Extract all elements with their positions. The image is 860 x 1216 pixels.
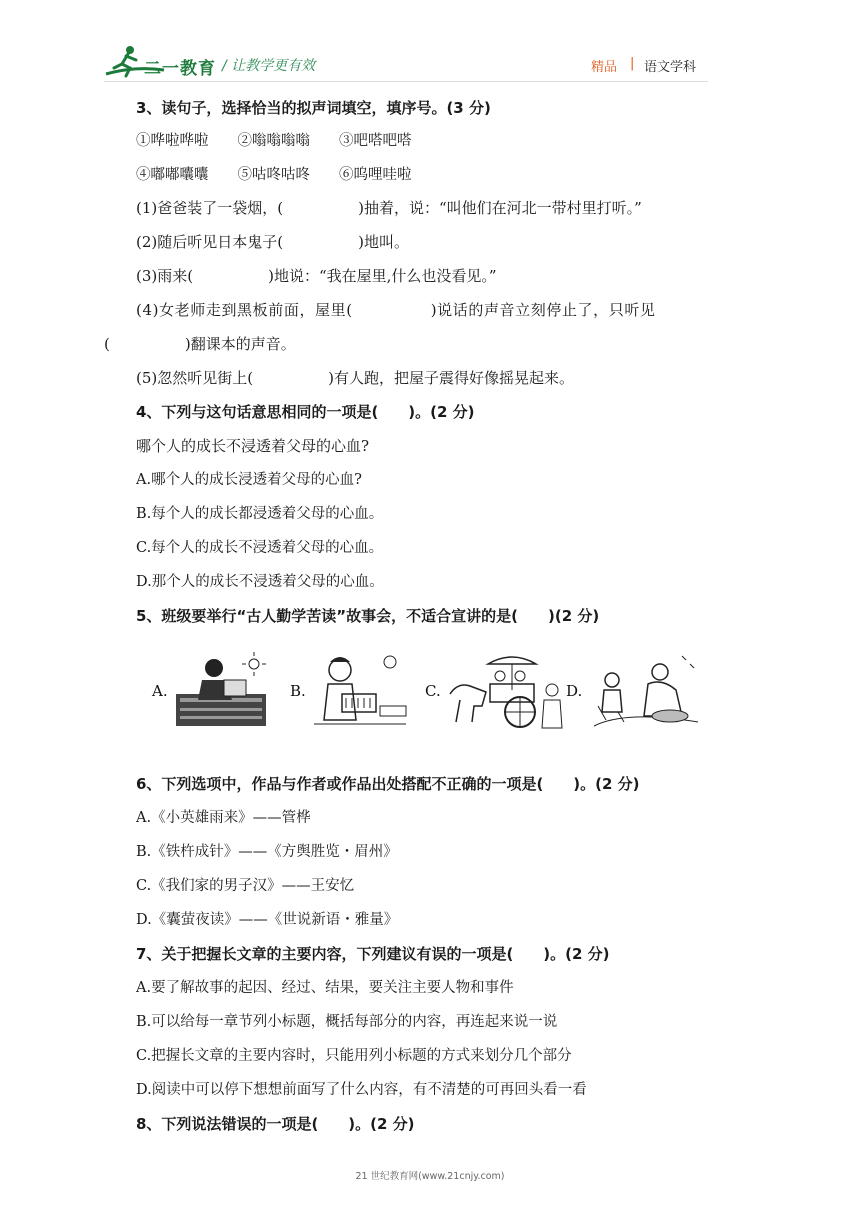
q6-option-a: A.《小英雄雨来》——管桦 xyxy=(136,810,311,826)
q3-sentence-4: (4)女老师走到黑板前面，屋里( )说话的声音立刻停止了，只听见 xyxy=(136,301,656,319)
q5-label-b: B. xyxy=(290,682,306,700)
q3-sentence-5: (5)忽然听见街上( )有人跑，把屋子震得好像摇晃起来。 xyxy=(136,369,574,387)
q5-illustrations xyxy=(150,650,710,734)
illustration-d-grinding-pestle-icon xyxy=(586,650,702,734)
q3-options-row-2: ④嘟嘟囔囔 ⑤咕咚咕咚 ⑥呜哩哇啦 xyxy=(136,167,412,183)
question-6-title: 6、下列选项中，作品与作者或作品出处搭配不正确的一项是( )。(2 分) xyxy=(136,775,640,793)
q4-option-a: A.哪个人的成长浸透着父母的心血? xyxy=(136,472,362,488)
q6-option-d: D.《囊萤夜读》——《世说新语・雅量》 xyxy=(136,912,399,928)
q3-sentence-2: (2)随后听见日本鬼子( )地叫。 xyxy=(136,233,409,251)
question-4-title: 4、下列与这句话意思相同的一项是( )。(2 分) xyxy=(136,403,475,421)
brand-name: 二一教育 xyxy=(144,59,216,79)
illustration-a-scholar-reading-icon xyxy=(174,650,270,730)
q4-stem: 哪个人的成长不浸透着父母的心血? xyxy=(136,437,370,455)
q4-option-c: C.每个人的成长不浸透着父母的心血。 xyxy=(136,540,384,556)
q5-label-d: D. xyxy=(566,682,583,700)
q5-label-a: A. xyxy=(152,682,168,700)
illustration-c-carriage-icon xyxy=(446,650,570,734)
question-3-title: 3、读句子，选择恰当的拟声词填空，填序号。(3 分) xyxy=(136,99,491,117)
q4-option-b: B.每个人的成长都浸透着父母的心血。 xyxy=(136,506,384,522)
q3-sentence-3: (3)雨来( )地说：“我在屋里,什么也没看见。” xyxy=(136,267,497,285)
q4-option-d: D.那个人的成长不浸透着父母的心血。 xyxy=(136,574,384,590)
q7-option-c: C.把握长文章的主要内容时，只能用列小标题的方式来划分几个部分 xyxy=(136,1048,572,1064)
brand-slogan: / 让教学更有效 xyxy=(222,58,316,74)
q3-sentence-1: (1)爸爸装了一袋烟，( )抽着，说：“叫他们在河北一带村里打听。” xyxy=(136,199,642,217)
q6-option-c: C.《我们家的男子汉》——王安忆 xyxy=(136,878,355,894)
q3-options-row-1: ①哗啦哗啦 ②嗡嗡嗡嗡 ③吧嗒吧嗒 xyxy=(136,133,412,149)
q7-option-d: D.阅读中可以停下想想前面写了什么内容，有不清楚的可再回头看一看 xyxy=(136,1082,587,1098)
header-separator: | xyxy=(630,56,635,71)
subject-label: 语文学科 xyxy=(644,60,697,75)
header-divider xyxy=(104,81,708,82)
question-8-title: 8、下列说法错误的一项是( )。(2 分) xyxy=(136,1115,415,1133)
question-7-title: 7、关于把握长文章的主要内容，下列建议有误的一项是( )。(2 分) xyxy=(136,945,610,963)
quality-badge: 精品 xyxy=(591,60,618,75)
q3-sentence-4-continued: ( )翻课本的声音。 xyxy=(104,335,296,353)
q7-option-b: B.可以给每一章节列小标题，概括每部分的内容，再连起来说一说 xyxy=(136,1014,558,1030)
q5-label-c: C. xyxy=(425,682,441,700)
illustration-b-girl-with-scroll-icon xyxy=(310,650,410,730)
page-header xyxy=(0,0,860,90)
page-footer: 21 世纪教育网(www.21cnjy.com) xyxy=(355,1171,505,1182)
q6-option-b: B.《铁杵成针》——《方舆胜览・眉州》 xyxy=(136,844,398,860)
q7-option-a: A.要了解故事的起因、经过、结果，要关注主要人物和事件 xyxy=(136,980,514,996)
question-5-title: 5、班级要举行“古人勤学苦读”故事会，不适合宣讲的是( )(2 分) xyxy=(136,607,600,625)
